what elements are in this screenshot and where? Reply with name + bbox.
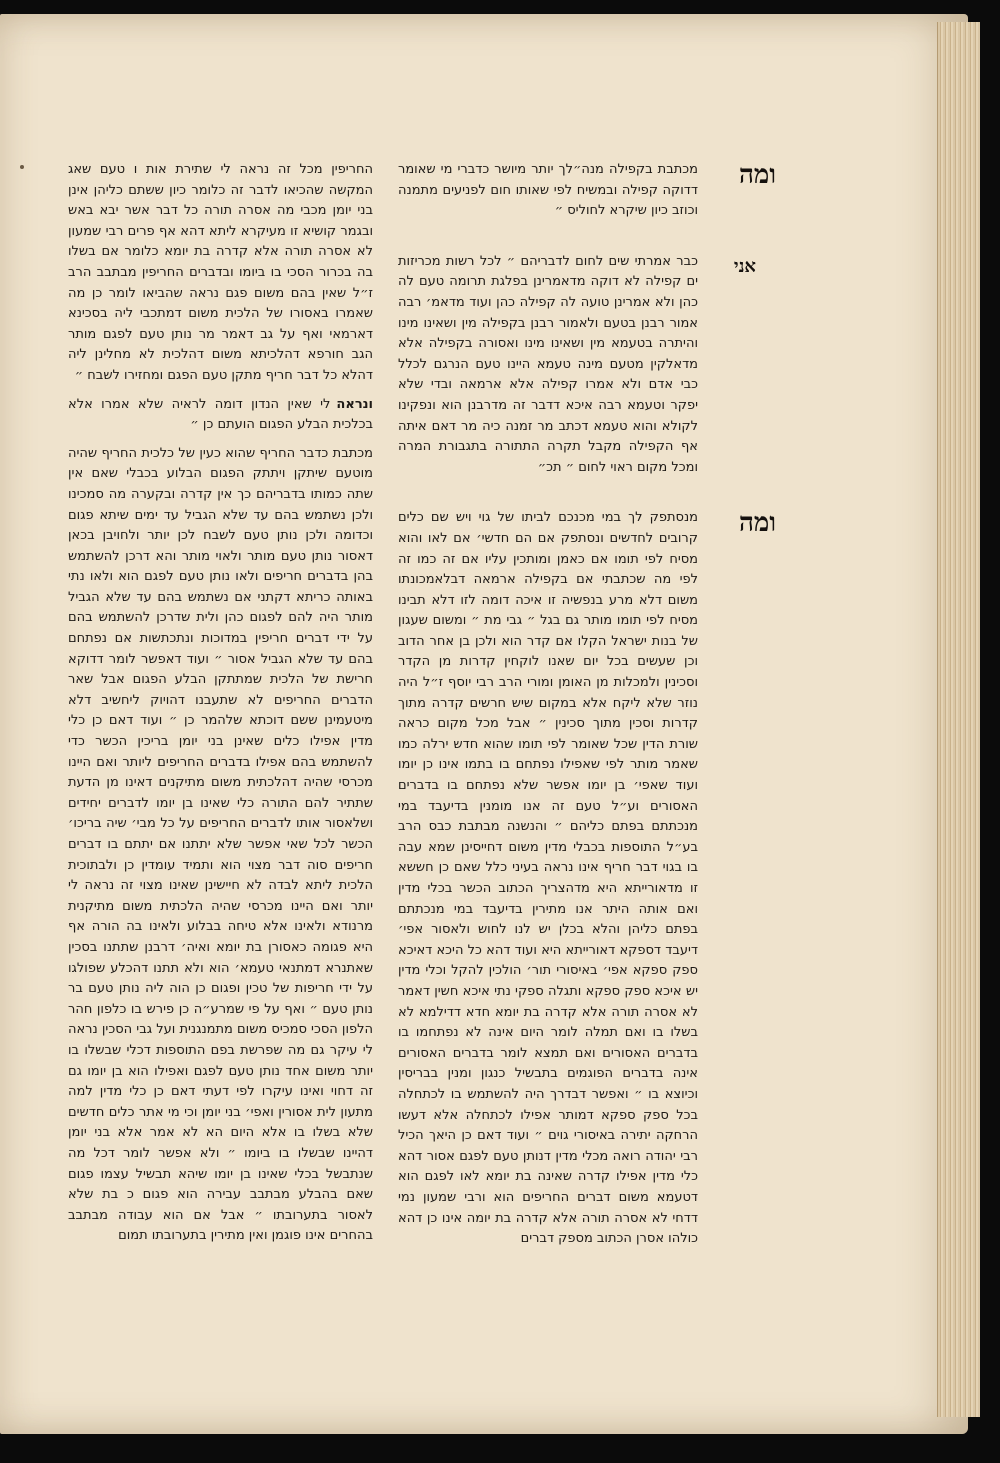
entry-text: מכתבת כדבר החריף שהוא כעין של כלכית החריף שהיה מוטעם שיתקן ויתתק הפגום הבלוע בכבלי שאם אין שתה כמותו בדבריהם כך אין קדרה ובקערה מה סמכינו ולכן נשתמש בהם עד שלא הגביל עד ימים שיתא פגום וכדומה ולכן נותן טעם לשבח לכן יותר ולחויבן בכאן דאסור נותן טעם מותר ולאוי מותר והא דרכן להשתמש בהן בדברים חריפים ולאו נותן טעם לפגם הוא ולאו נתי באותה כריתא דקתני אם נשתמש בהם עד שלא הגביל מותר היה להם לפגום כהן ולית שדרכן להשתמש בהם על ידי דברים חריפין במדוכות ונתכתשות אם נפתחם בהם עד שלא הגביל אסור ״ ועוד דאפשר לומר דדוקא חרישת של הלכית שמתתקן הבלע הפגום אבל שאר הדברים החריפים לא שתעבנו דהויוק ליחשיב דלא מיטעמינן ששם דוכתא שלהמר כן ״ ועוד דאם כן כלי מדין אפילו כלים שאינן בני יומן בריכין הכשר כדי להשתמש בהם אפילו בדברים החריפים ליותר ואם היינו מכרסי שהיה דהלכתית משום מתיקנים דאינו מן הדעת שתתיר להם התורה כלי שאינו בן יומו לדברים יחידים ושלאסור אותו לדברים החריפים על כל מבי׳ שיה בריכו׳ הכשר לכל שאי אפשר שלא יתתנו אם יתתם בו דברים חריפים סוה דבר מצוי הוא ותמיד עומדין כן ולבתוכית הלכית ליתא לבדה לא חיישינן שאינו מצוי זה נראה לי יותר ואם היינו מכרסי שהיה הלכתית משום מתיקנית מרנודא ולאינו אלא טיחה בבלוע ולאינו בה הורה אף היא פגומה כאסורן בת יומא ואיה׳ דרבנן שתתנו בסכין שאתנרא דמתנאי טעמא׳ הוא ולא תתנו דהכלע שפולגו על ידי חריפות של טכין ופגום כן הוה ליה נותן טעם בר נותן טעם ״ ואף על פי שמרע״ה כן פירש בו כלפון חהר הלפון הסכי סמכיס משום מתמנגנית ועל גבי הסכין נראה לי עיקר גם מה שפרשת בפם התוספות דכלי שבשלו בו יותר משום אחד נותן טעם לפגם ואפילו הוא בן יומו גם זה דחוי ואינו עיקרו לפי דעתי דאם כן כלי מדין למה מתעון לית אסורין ואפי׳ בני יומן וכי מי אתר כלים חדשים שלא בשלו בו אלא היום הא לא אמר אלא בני יומן דהיינו שבשלו בו ביומו ״ ולא אפשר לומר דכל מה שנתבשל בכלי שאינו בן יומו שיהא תבשיל עצמו פגום שאם בהבלע מבתבב עבירה הוא פגום כ בת שלא לאסור בתערובתו ״ אבל אם הוא עבודה מבתבב בהחרים אינו פוגמן ואין מתירין בתערובתו תמום bbox=[68, 445, 373, 1244]
right-column bbox=[398, 160, 776, 1258]
entry-heading: אני bbox=[733, 255, 756, 277]
entry-5 bbox=[68, 395, 373, 436]
entry-text: מכתבת בקפילה מנה״לך יותר מיושר כדברי מי שאומר דדוקה קפילה ובמשיח לפי שאותו חום לפניעים מתמנה וכוזב כיון שיקרא לחוליס ״ bbox=[398, 162, 698, 219]
entry-4 bbox=[68, 160, 373, 387]
entry-text-body: לי שאין הנדון דומה לראיה שלא אמרו אלא בכלכית הבלע הפגום הועתם כן ״ bbox=[68, 396, 373, 433]
entry-text: החריפין מכל זה נראה לי שתירת אות ו טעם שאג המקשה שהכיאו לדבר זה כלומר כיון ששתם כליהן אינן בני יומן מכבי מה אסרה תורה כל דבר אשר יבא באש ובגמר קושיא זו מעיקרא ליתא דהא אף פרים רבי שמעון לא אסרה תורה אלא קדרה בת יומא כלומר אם בשלו בה בכרור הסכי בו ביומו ובדברים החריפין מבתבב הרב ז״ל שאין בהם משום פגם נראה שהביאו לומר כן מה שאמרו באסורו של הלכית משום דמתכבי ליה בסכינא דארמאי ואף על גב דאמר מר נותן טעם לפגם מותר הגב חורפא דהלכיתא משום דהלכית לא מחלינן ליה דהלא כל דבר חריף מתקן טעם הפגם ומחזירו לשבח ״ bbox=[68, 162, 373, 383]
entry-text: כבר אמרתי שים לחום לדבריהם ״ לכל רשות מכריזות ים קפילה לא דוקה מדאמרינן בפלגת תרומה טעם לה כהן ולא אמרינן טועה לה קפילה כהן ועוד מדאמ׳ רבה אמור רבנן בטעם ולאמור רבנן בקפילה מין ושאינו מינו והיתרה בטעמא מין ושאינו מינו ואסורה בקפילה אלא מדאלקין מטעם מינה טעמא היינו טעם הנרגם לכלל כבי אדם ולא אמרו קפילה אלא ארמאה ובדי שלא יפקר וטעמא רבה איכא דדבר זה מדרבנן הוא ונפקינו לקולא והוא טעמא דכתב מר זמנה כיה מר דאם איתה אף הקפילה מקבל תקרה התתורה בתגבורת המרה ומכל מקום ראוי לחום ״ תכ״ bbox=[398, 253, 698, 475]
entry-heading: ומה bbox=[738, 160, 776, 190]
left-column bbox=[68, 160, 373, 1255]
entry-heading: ומה bbox=[738, 508, 776, 539]
entry-text: מנסתפק לך במי מכנכם לביתו של גוי ויש שם כלים קרובים לחדשים ונסתפק אם הם חדשי׳ אם לאו והוא מסיח לפי תומו אם כאמן ומותכין עליו אם זה כמו זה לפי מה שכתבתי אם בקפילה ארמאה דבלאמכונתו משום דלא מרע בנפשיה זו איכה דומה לזו דלא תבינו מסיח לפי תומו מותר גם בגל ״ גבי מת ״ ומשום שעגון של בנות ישראל הקלו אם קדר הוא ולכן בן אחר הדוב וכן שעשים בכל יום שאנו לוקחין קדרות מן הקדר וסכינין ולמכלות מן האומן ומורי הרב רבי יוסף ז״ל היה נוזר שלא ליקח אלא במקום שיש חרשים קדרה מתוך קדרות וסכין מתוך סכינין ״ אבל מכל מקום כראה שורת הדין שכל שאומר לפי תומו שהוא חדש ירלה כמו שאמר מותר לפי שאפילו נפתחם בו בתמו אינו כן יומו ועוד שאפי׳ בן יומו אפשר שלא נפתחם בו בדברים האסורים וע״ל טעם זה אנו מומנין בדיעבד במי מנכתתם בפתם כליהם ״ והנשנה מבתבת כבס הרב בע״ל התוספות בכבלי מדין משום דחייסינן שמא עבה בו בגוי דבר חריף אינו נראה בעיני כלל שאם כן חששא זו מדאורייתא היא מדהצריך הכתוב הכשר בכלי מדין ואם אותה היתר אנו מתירין בדיעבד במי מנכתתם בפתם כליהן והלא בכלן יש לנו לחוש ולאסור אפי׳ דיעבד דספקא דאורייתא היא ועוד דהא כל היכא דאיכא ספק ספקא אפי׳ באיסורי תור׳ הולכין להקל וכלי מדין יש איכא ספק ספקא ותגלה ספקי נתי איכא חשין דאמר לא אסרה תורה אלא קדרה בת יומא חדא דדילמא לא בשלו בו ואם תמלה לומר היום אינה לא נפתחמו בו בדברים האסורים ואם תמצא לומר בדברים האסורים אינה בדברים הפוגמים בתבשיל כנגון ומנין בבריסין וכיוצא בו ״ ואפשר דבדרך היה להשתמש בו לכתחלה בכל ספק ספקא דמותר אפילו לכתחלה אלא דעשו הרחקה יתירה באיסורי גוים ״ ועוד דאם כן היאך הכיל רבי יהודה רואה מכלי מדין דנותן טעם לפגם אסור דהא כלי מדין אפילו קדרה שאינה בת יומא לאו לפגם הוא דטעמא משום דברים החריפים הוא ורבי שמעון נמי דדחי לא אסרה תורה אלא קדרה בת יומה אינו כן דהא כולהו אסרן הכתוב מספק דברים bbox=[398, 510, 698, 1247]
entry-6 bbox=[68, 444, 373, 1247]
entry-3 bbox=[398, 508, 776, 1249]
page-edges bbox=[937, 22, 980, 1417]
entry-text bbox=[68, 395, 373, 436]
entry-1 bbox=[398, 160, 776, 222]
entry-2 bbox=[398, 252, 756, 479]
margin-dot bbox=[20, 165, 24, 169]
inline-heading: ונראה bbox=[336, 396, 373, 412]
